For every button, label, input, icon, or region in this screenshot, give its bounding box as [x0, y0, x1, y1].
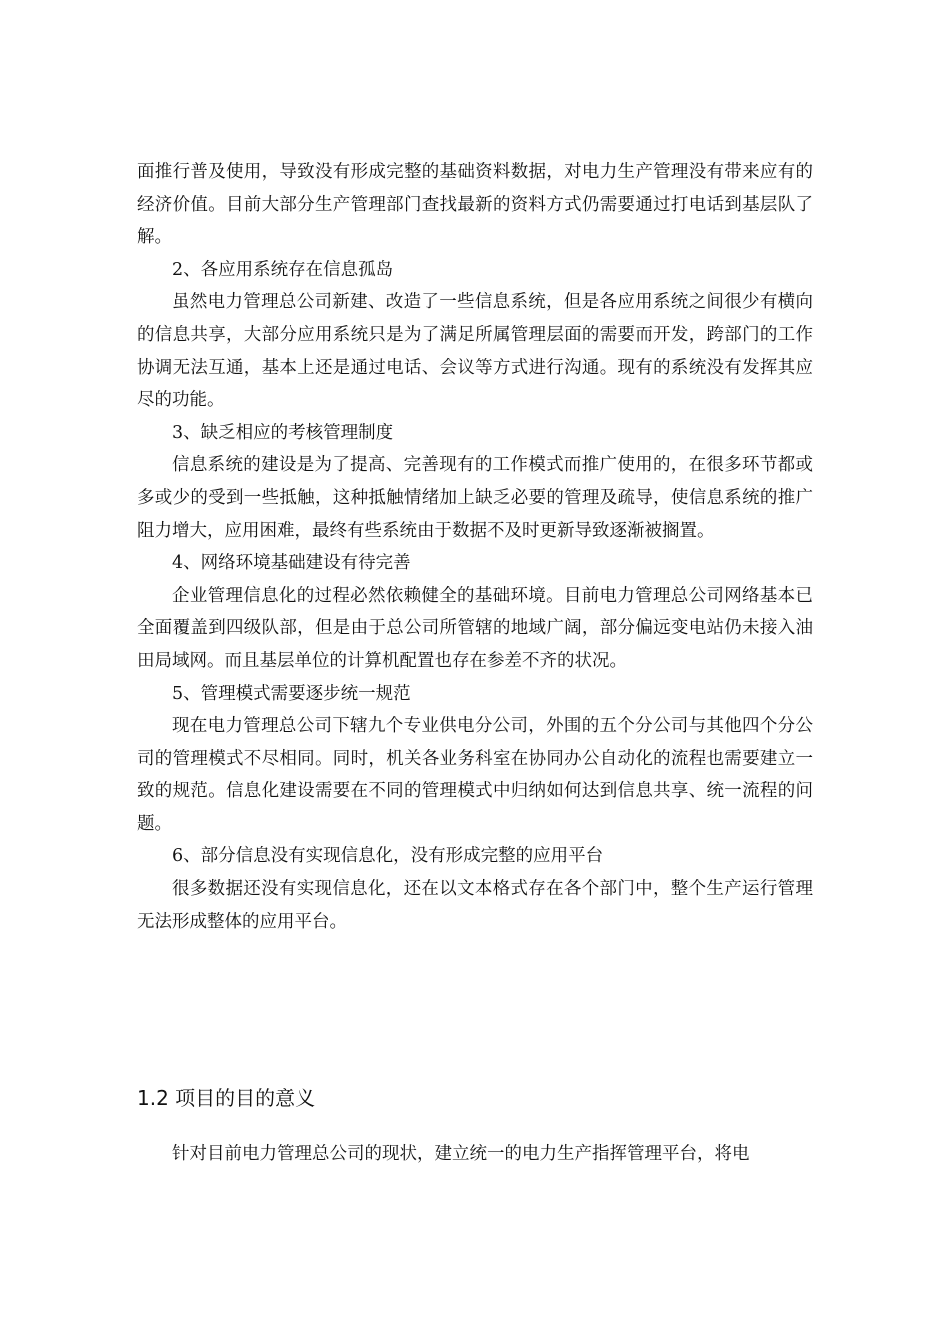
paragraph: 很多数据还没有实现信息化，还在以文本格式存在各个部门中，整个生产运行管理无法形成整体的应用平台。: [137, 879, 813, 932]
paragraph: 现在电力管理总公司下辖九个专业供电分公司，外围的五个分公司与其他四个分公司的管理模式不尽相同。同时，机关各业务科室在协同办公自动化的流程也需要建立一致的规范。信息化建设需要在不同的管理模式中归纳如何达到信息共享、统一流程的问题。: [137, 716, 813, 834]
paragraph: 虽然电力管理总公司新建、改造了一些信息系统，但是各应用系统之间很少有横向的信息共享，大部分应用系统只是为了满足所属管理层面的需要而开发，跨部门的工作协调无法互通，基本上还是通过电话、会议等方式进行沟通。现有的系统没有发挥其应尽的功能。: [137, 292, 813, 411]
document-body: [137, 156, 813, 938]
list-item-heading: 2、各应用系统存在信息孤岛: [172, 259, 394, 280]
paragraph: 企业管理信息化的过程必然依赖健全的基础环境。目前电力管理总公司网络基本已全面覆盖到四级队部，但是由于总公司所管辖的地域广阔，部分偏远变电站仍未接入油田局域网。而且基层单位的计算机配置也存在参差不齐的状况。: [137, 585, 813, 671]
section-heading: 1.2 项目的目的意义: [137, 1086, 316, 1110]
paragraph: 信息系统的建设是为了提高、完善现有的工作模式而推广使用的，在很多环节都或多或少的受到一些抵触，这种抵触情绪加上缺乏必要的管理及疏导，使信息系统的推广阻力增大，应用困难，最终有些系统由于数据不及时更新导致逐渐被搁置。: [137, 455, 813, 541]
list-item-heading: 5、管理模式需要逐步统一规范: [172, 683, 411, 704]
paragraph-continuation: 面推行普及使用，导致没有形成完整的基础资料数据，对电力生产管理没有带来应有的经济价值。目前大部分生产管理部门查找最新的资料方式仍需要通过打电话到基层队了解。: [137, 162, 813, 248]
list-item-heading: 6、部分信息没有实现信息化，没有形成完整的应用平台: [172, 846, 604, 867]
section-paragraph: 针对目前电力管理总公司的现状，建立统一的电力生产指挥管理平台，将电: [172, 1144, 750, 1164]
list-item-heading: 4、网络环境基础建设有待完善: [172, 553, 411, 574]
list-item-heading: 3、缺乏相应的考核管理制度: [172, 422, 394, 443]
